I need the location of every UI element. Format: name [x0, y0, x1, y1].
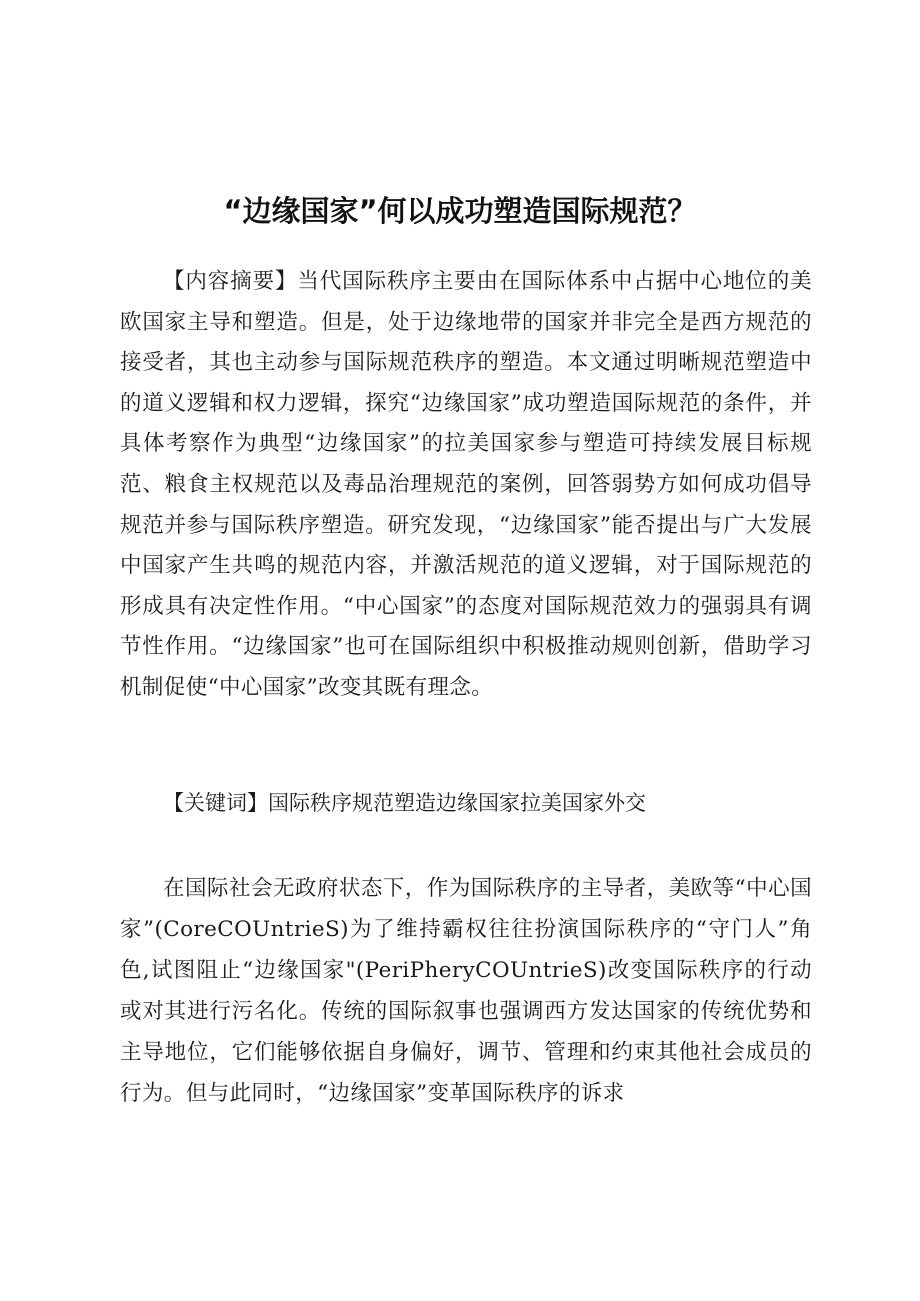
document-title: “边缘国家”何以成功塑造国际规范？ — [223, 194, 697, 229]
abstract-paragraph: 【内容摘要】当代国际秩序主要由在国际体系中占据中心地位的美欧国家主导和塑造。但是，处于边缘地带的国家并非完全是西方规范的接受者，其也主动参与国际规范秩序的塑造。本文通过明晰规范塑造中的道义逻辑和权力逻辑，探究“边缘国家”成功塑造国际规范的条件，并具体考察作为典型“边缘国家”的拉美国家参与塑造可持续发展目标规范、粮食主权规范以及毒品治理规范的案例，回答弱势方如何成功倡导规范并参与国际秩序塑造。研究发现，“边缘国家”能否提出与广大发展中国家产生共鸣的规范内容，并激活规范的道义逻辑，对于国际规范的形成具有决定性作用。“中心国家”的态度对国际规范效力的强弱具有调节性作用。“边缘国家”也可在国际组织中积极推动规则创新，借助学习机制促使“中心国家”改变其既有理念。 — [120, 269, 812, 700]
keywords-line: 【关键词】国际秩序规范塑造边缘国家拉美国家外交 — [163, 791, 646, 815]
body-paragraph: 在国际社会无政府状态下，作为国际秩序的主导者，美欧等“中心国家”(CoreCOUntrieS)为了维持霸权往往扮演国际秩序的“守门人”角色,试图阻止“边缘国家"(PeriPheryCOUntrieS)改变国际秩序的行动或对其进行污名化。传统的国际叙事也强调西方发达国家的传统优势和主导地位，它们能够依据自身偏好，调节、管理和约束其他社会成员的行为。但与此同时，“边缘国家”变革国际秩序的诉求 — [120, 876, 812, 1106]
